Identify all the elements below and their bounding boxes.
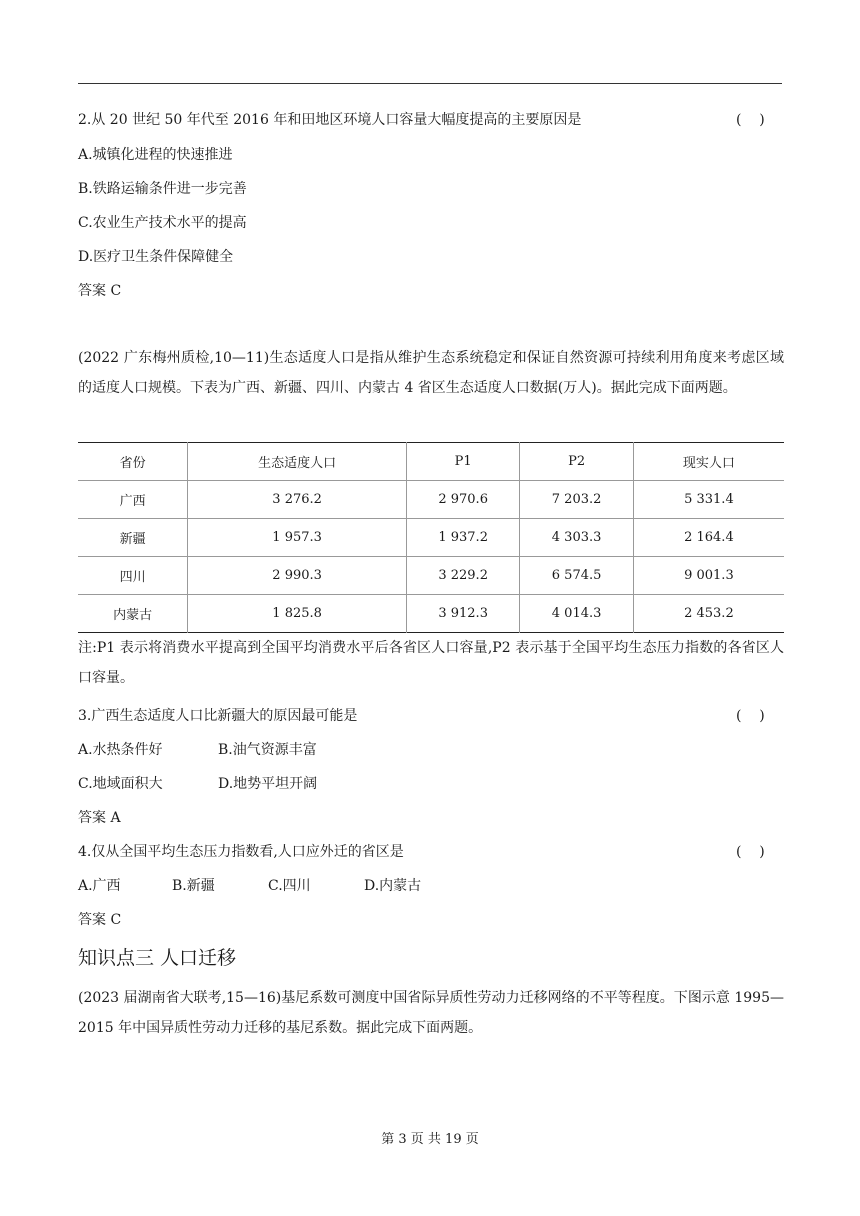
q3-answer-blank: ( ): [736, 708, 765, 724]
table-cell: 2 990.3: [188, 557, 407, 595]
q2-option-d: D.医疗卫生条件保障健全: [78, 249, 234, 265]
table-cell: 2 164.4: [633, 519, 784, 557]
q2-option-a: A.城镇化进程的快速推进: [78, 147, 233, 163]
population-table: [78, 442, 784, 633]
table-cell: 3 229.2: [406, 557, 519, 595]
table-cell: 四川: [119, 570, 146, 585]
table-cell: 2 453.2: [633, 595, 784, 633]
table-row: [78, 557, 784, 595]
table-row: [78, 595, 784, 633]
section-heading: 知识点三 人口迁移: [78, 947, 237, 969]
table-cell: 4 303.3: [520, 519, 633, 557]
table-cell: 内蒙古: [113, 608, 153, 623]
table-cell: 9 001.3: [633, 557, 784, 595]
table-cell: 6 574.5: [520, 557, 633, 595]
q2-answer: 答案 C: [78, 283, 122, 299]
q2-answer-blank: ( ): [736, 112, 765, 128]
table-cell: 1 937.2: [406, 519, 519, 557]
q3-option-b: B.油气资源丰富: [218, 742, 317, 758]
q4-stem: 4.仅从全国平均生态压力指数看,人口应外迁的省区是: [78, 844, 404, 860]
q3-option-c: C.地域面积大: [78, 776, 163, 792]
page-footer: 第 3 页 共 19 页: [381, 1132, 479, 1147]
table-cell: 5 331.4: [633, 481, 784, 519]
q4-option-d: D.内蒙古: [364, 878, 422, 894]
table-cell: 1 825.8: [188, 595, 407, 633]
table-cell: 新疆: [119, 532, 146, 547]
table-header-row: [78, 443, 784, 481]
q4-answer-blank: ( ): [736, 844, 765, 860]
table-header-cell: 生态适度人口: [188, 443, 407, 481]
q3-option-a: A.水热条件好: [78, 742, 163, 758]
q3-answer: 答案 A: [78, 810, 121, 826]
q3-stem: 3.广西生态适度人口比新疆大的原因最可能是: [78, 708, 358, 724]
table-cell: 广西: [119, 494, 146, 509]
table-cell: 2 970.6: [406, 481, 519, 519]
q2-option-b: B.铁路运输条件进一步完善: [78, 181, 247, 197]
header-rule: [78, 83, 782, 84]
table-note: 注:P1 表示将消费水平提高到全国平均消费水平后各省区人口容量,P2 表示基于全国平均生态压力指数的各省区人口容量。: [78, 640, 784, 686]
table-header-cell: P2: [520, 443, 633, 481]
table-cell: 3 912.3: [406, 595, 519, 633]
q4-answer: 答案 C: [78, 912, 122, 928]
table-header-cell: 现实人口: [633, 443, 784, 481]
q4-option-b: B.新疆: [172, 878, 215, 894]
table-cell: 7 203.2: [520, 481, 633, 519]
intro-paragraph-1: (2022 广东梅州质检,10—11)生态适度人口是指从维护生态系统稳定和保证自然资源可持续利用角度来考虑区域的适度人口规模。下表为广西、新疆、四川、内蒙古 4 省区生态适度人口数据(万人)。据此完成下面两题。: [78, 350, 784, 396]
table-cell: 4 014.3: [520, 595, 633, 633]
q2-option-c: C.农业生产技术水平的提高: [78, 215, 247, 231]
table-row: [78, 481, 784, 519]
intro-paragraph-2: (2023 届湖南省大联考,15—16)基尼系数可测度中国省际异质性劳动力迁移网络的不平等程度。下图示意 1995—2015 年中国异质性劳动力迁移的基尼系数。据此完成下面两题。: [78, 990, 784, 1036]
table-cell: 1 957.3: [188, 519, 407, 557]
q3-option-d: D.地势平坦开阔: [218, 776, 318, 792]
q4-option-a: A.广西: [78, 878, 121, 894]
table-header-cell: P1: [406, 443, 519, 481]
table-row: [78, 519, 784, 557]
q2-stem: 2.从 20 世纪 50 年代至 2016 年和田地区环境人口容量大幅度提高的主要原因是: [78, 112, 582, 128]
table-cell: 3 276.2: [188, 481, 407, 519]
table-header-cell: 省份: [119, 456, 146, 471]
q4-option-c: C.四川: [268, 878, 311, 894]
